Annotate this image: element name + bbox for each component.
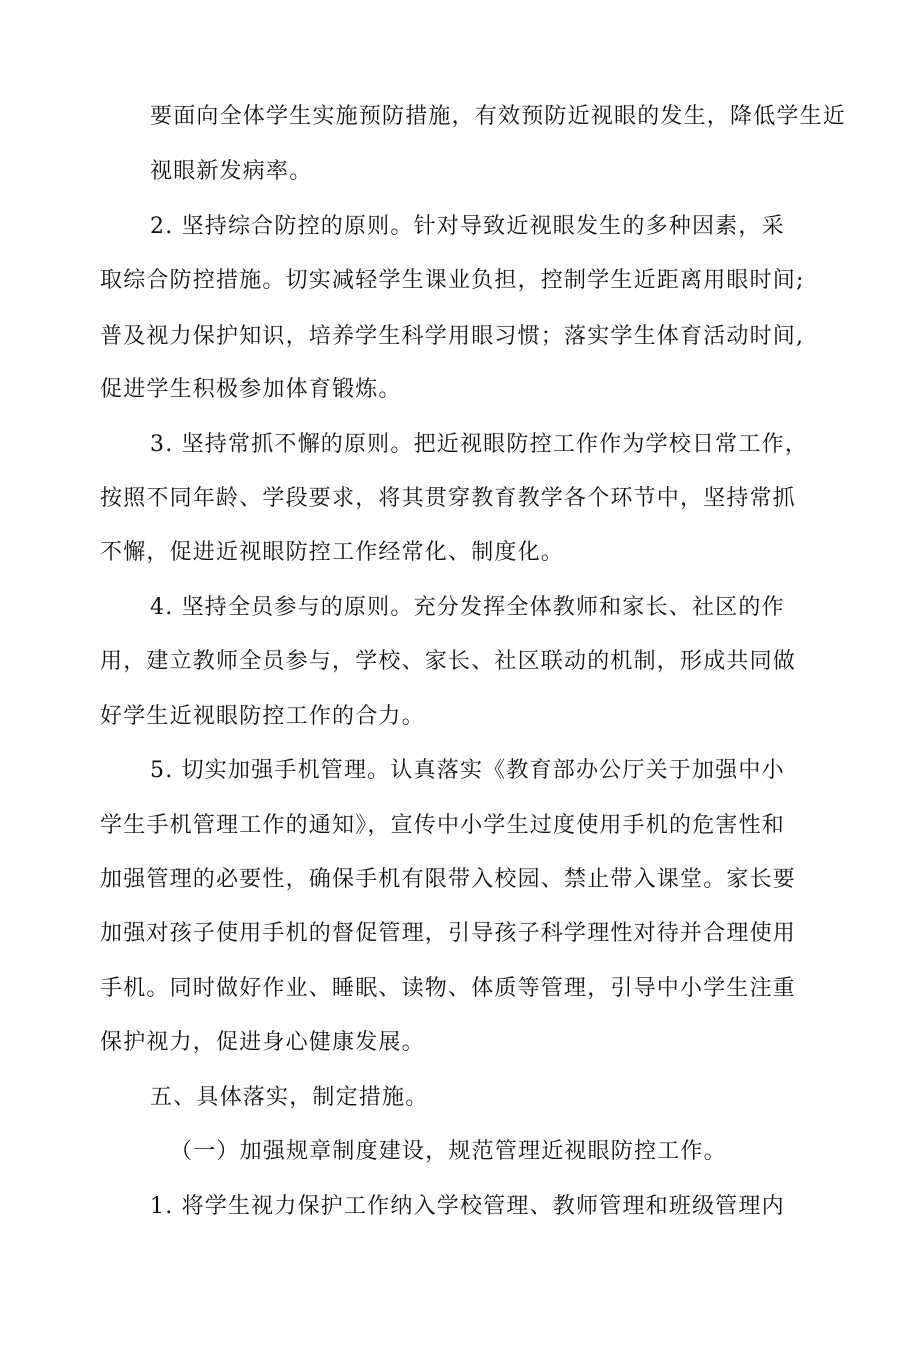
text-line: 普及视力保护知识，培养学生科学用眼习惯；落实学生体育活动时间,: [100, 324, 805, 349]
text-line: 加强对孩子使用手机的督促管理，引导孩子科学理性对待并合理使用: [100, 921, 797, 946]
text-line: 要面向全体学生实施预防措施，有效预防近视眼的发生，降低学生近: [150, 104, 847, 129]
text-line: 加强管理的必要性，确保手机有限带入校园、禁止带入课堂。家长要: [100, 867, 797, 892]
text-line: 好学生近视眼防控工作的合力。: [100, 704, 425, 729]
text-line: 取综合防控措施。切实减轻学生课业负担，控制学生近距离用眼时间;: [100, 268, 805, 293]
text-line: 保护视力，促进身心健康发展。: [100, 1030, 425, 1055]
list-item-4-line: 4. 坚持全员参与的原则。充分发挥全体教师和家长、社区的作: [150, 595, 785, 620]
text-line: 按照不同年龄、学段要求，将其贯穿教育教学各个环节中，坚持常抓: [100, 486, 797, 511]
list-item-3-line: 3. 坚持常抓不懈的原则。把近视眼防控工作作为学校日常工作，: [150, 432, 808, 457]
text-line: 不懈，促进近视眼防控工作经常化、制度化。: [100, 540, 565, 565]
text-line: 手机。同时做好作业、睡眠、读物、体质等管理，引导中小学生注重: [100, 976, 797, 1001]
text-line: 视眼新发病率。: [150, 159, 313, 184]
text-line: 学生手机管理工作的通知》，宣传中小学生过度使用手机的危害性和: [100, 813, 786, 838]
list-item-5-line: 5. 切实加强手机管理。认真落实《教育部办公厅关于加强中小: [150, 758, 785, 783]
list-item-2-line: 2. 坚持综合防控的原则。针对导致近视眼发生的多种因素，采: [150, 214, 785, 239]
list-item-1-line: 1. 将学生视力保护工作纳入学校管理、教师管理和班级管理内: [150, 1194, 785, 1219]
subsection-heading: （一）加强规章制度建设，规范管理近视眼防控工作。: [170, 1139, 727, 1164]
text-line: 用，建立教师全员参与，学校、家长、社区联动的机制，形成共同做: [100, 649, 797, 674]
section-heading: 五、具体落实，制定措施。: [150, 1085, 429, 1110]
text-line: 促进学生积极参加体育锻炼。: [100, 377, 402, 402]
